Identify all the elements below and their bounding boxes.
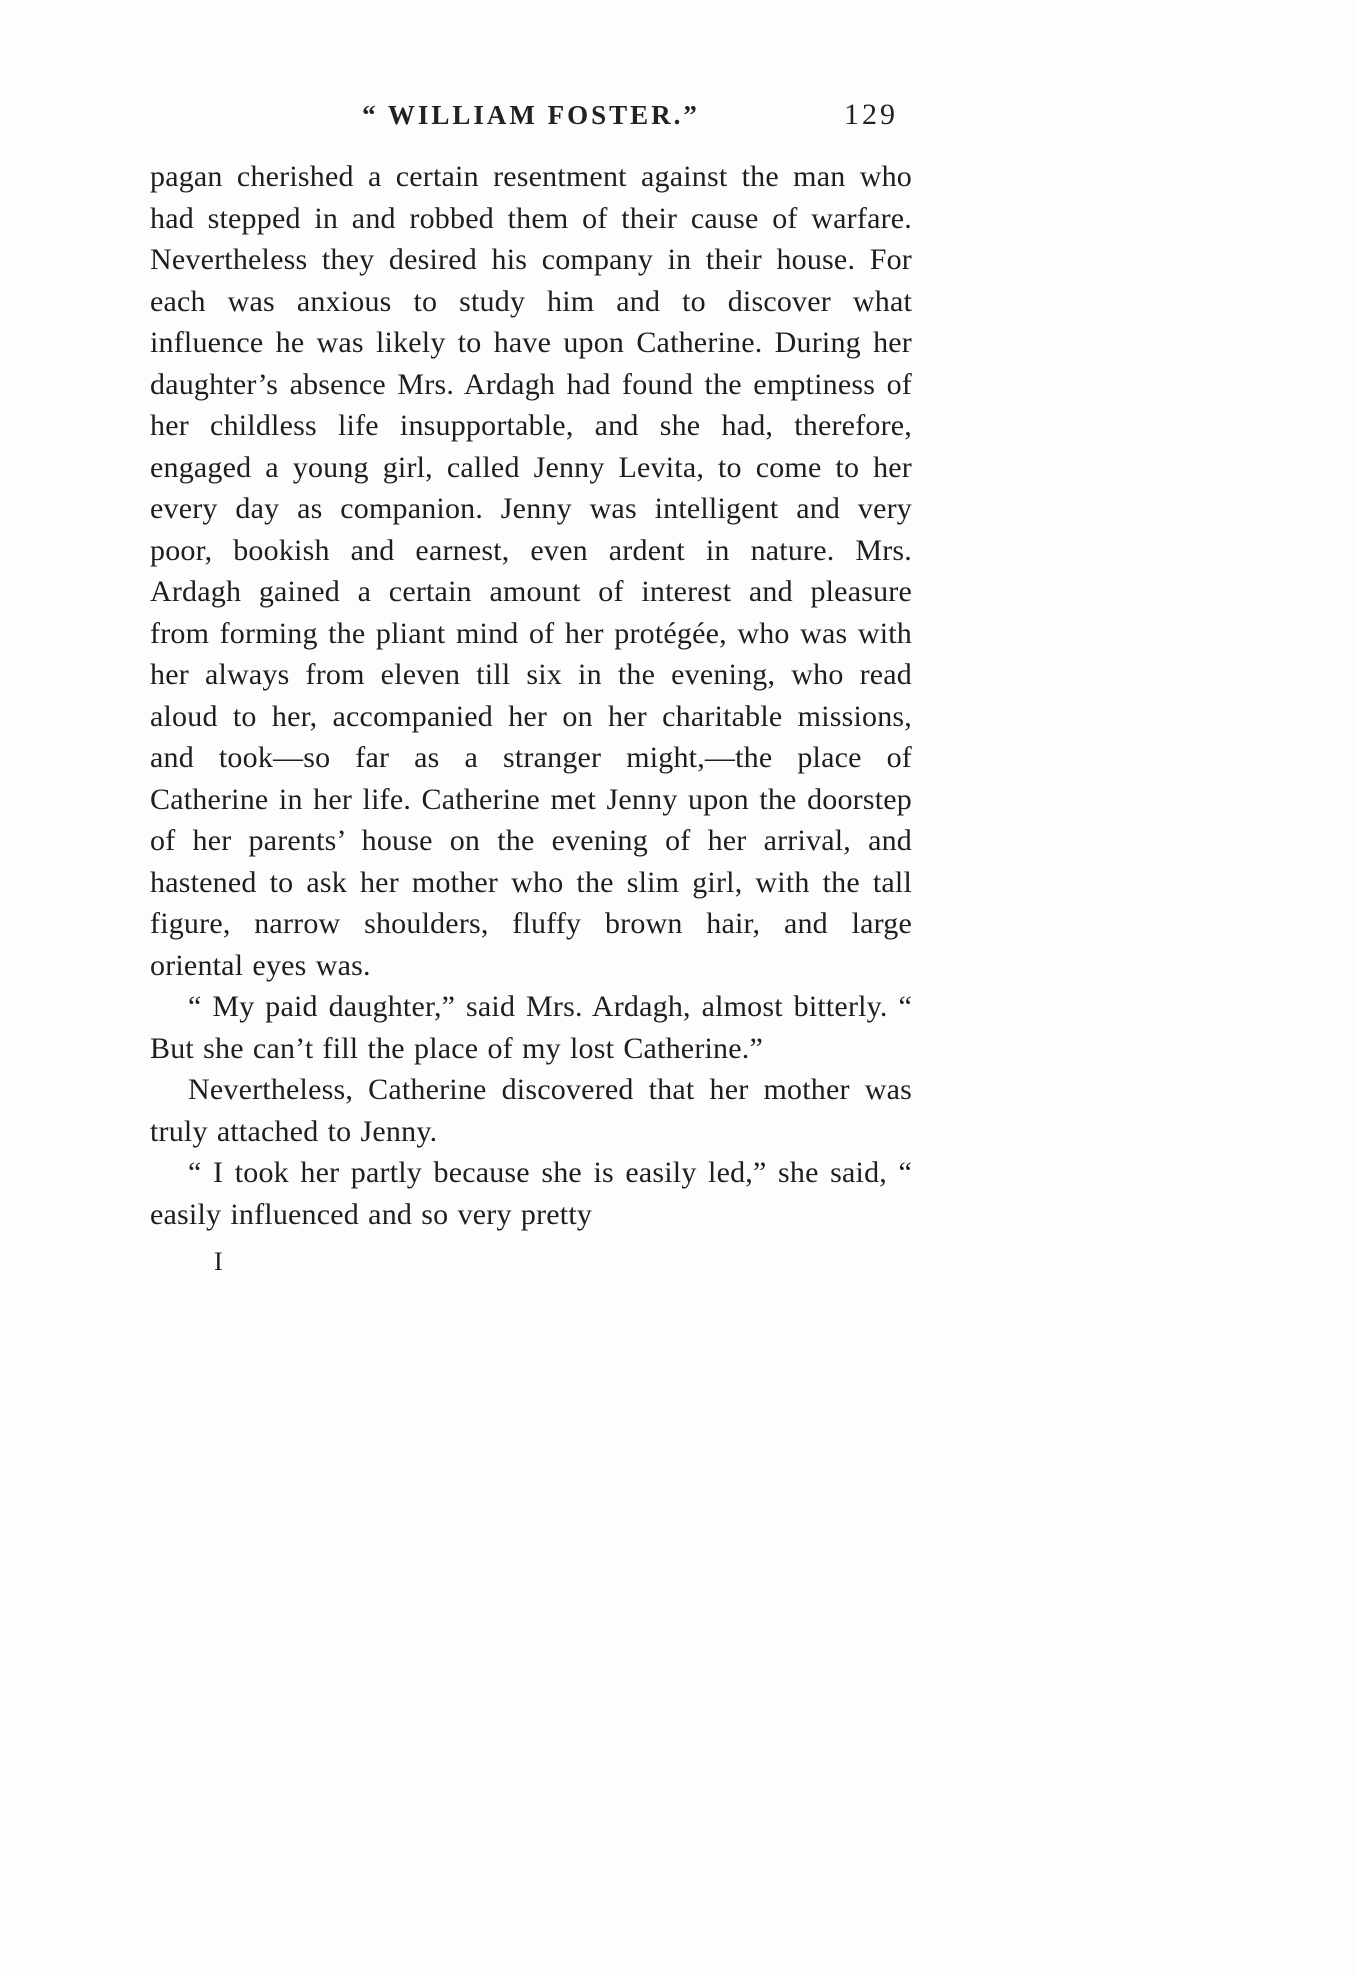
running-title: “ WILLIAM FOSTER.” [362, 100, 700, 130]
page-header [150, 100, 912, 144]
paragraph-nevertheless: Nevertheless, Catherine discovered that her mother was truly attached to Jenny. [150, 1073, 912, 1148]
paragraph-continuation: pagan cherished a certain resentment against the man who had stepped in and robbed them of their cause of warfare. Nevertheless they desired his company in their house. For each was anxious to study him and to discover what influence he was likely to have upon Catherine. During her daughter’s absence Mrs. Ardagh had found the emptiness of her childless life insupportable, and she had, therefore, engaged a young girl, called Jenny Levita, to come to her every day as companion. Jenny was intelligent and very poor, bookish and earnest, even ardent in nature. Mrs. Ardagh gained a certain amount of interest and pleasure from forming the pliant mind of her protégée, who was with her always from eleven till six in the evening, who read aloud to her, accompanied her on her charitable missions, and took—so far as a stranger might,—the place of Catherine in her life. Catherine met Jenny upon the doorstep of her parents’ house on the evening of her arrival, and hastened to ask her mother who the slim girl, with the tall figure, narrow shoulders, fluffy brown hair, and large oriental eyes was. [150, 160, 912, 982]
paragraph-dialogue-paid-daughter: “ My paid daughter,” said Mrs. Ardagh, almost bitterly. “ But she can’t fill the place of my lost Catherine.” [150, 990, 912, 1065]
text-block [150, 156, 912, 1283]
signature-mark: I [214, 1247, 224, 1276]
page-number: 129 [844, 98, 898, 131]
paragraph-dialogue-easily-led: “ I took her partly because she is easily led,” she said, “ easily influenced and so very pretty [150, 1156, 912, 1231]
